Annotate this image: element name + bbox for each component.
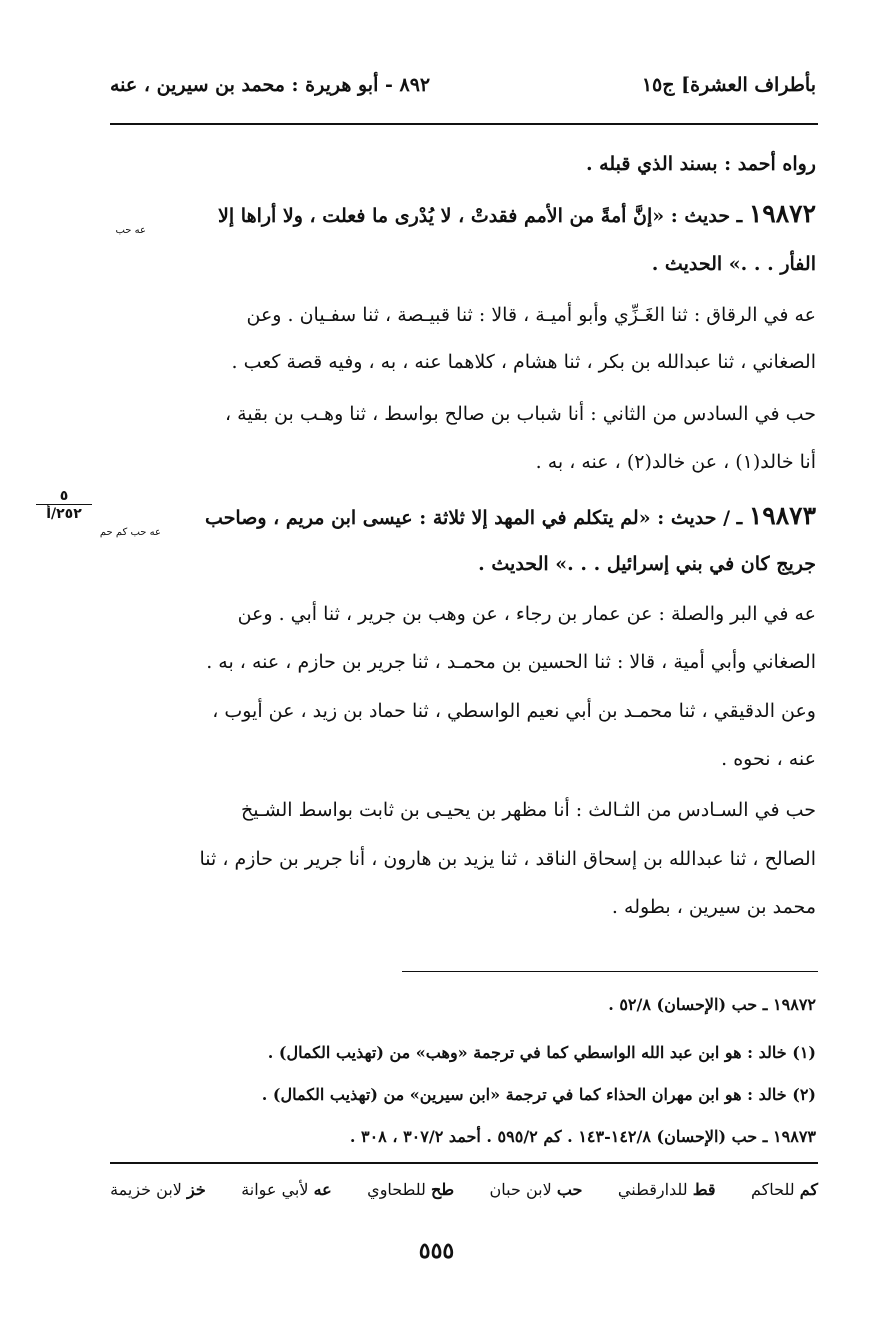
margin-folio-bottom: ٢٥٢/أ: [36, 504, 92, 522]
text-line: جريج كان في بني إسرائيل . . .» الحديث .: [478, 553, 816, 575]
footer-rule: [110, 1162, 818, 1164]
hadith-heading: [108, 500, 816, 534]
text-line: الصالح ، ثنا عبدالله بن إسحاق الناقد ، ثنا يزيد بن هارون ، أنا جرير بن حازم ، ثنا: [199, 848, 816, 870]
text-line: عه في الرقاق : ثنا الغَـزِّي وأبو أميـة ، قالا : ثنا قبيـصة ، ثنا سفـيان . وعن: [246, 304, 816, 326]
text-line: وعن الدقيقي ، ثنا محمـد بن أبي نعيم الواسطي ، ثنا حماد بن زيد ، عن أيوب ،: [212, 700, 816, 722]
hadith-number: ١٩٨٧٣: [748, 501, 816, 530]
abbreviation-item: حب لابن حبان: [489, 1180, 583, 1199]
footnote: ١٩٨٧٢ ـ حب (الإحسان) ٥٢/٨ .: [608, 995, 816, 1014]
footnote: (٢) خالد : هو ابن مهران الحذاء كما في ترجمة «ابن سيرين» من (تهذيب الكمال) .: [261, 1085, 816, 1104]
hadith-sigla: عه حب كم حم: [99, 527, 161, 538]
running-head-left: ٨٩٢ - أبو هريرة : محمد بن سيرين ، عنه: [110, 74, 431, 96]
header-rule: [110, 123, 818, 125]
hadith-heading: [108, 198, 816, 232]
abbreviation-item: طح للطحاوي: [367, 1180, 455, 1199]
abbreviation-key: [110, 1180, 818, 1199]
text-line: أنا خالد(١) ، عن خالد(٢) ، عنه ، به .: [535, 451, 816, 473]
footnote: ١٩٨٧٣ ـ حب (الإحسان) ١٤٢/٨-١٤٣ . كم ٥٩٥/٢ . أحمد ٣٠٧/٢ ، ٣٠٨ .: [349, 1127, 816, 1146]
hadith-text: ـ / حديث : «لم يتكلم في المهد إلا ثلاثة : عيسى ابن مريم ، وصاحب: [205, 507, 749, 529]
footnote: (١) خالد : هو ابن عبد الله الواسطي كما في ترجمة «وهب» من (تهذيب الكمال) .: [267, 1043, 816, 1062]
text-line: رواه أحمد : بسند الذي قبله .: [585, 153, 816, 175]
abbreviation-item: عه لأبي عوانة: [241, 1180, 332, 1199]
hadith-text: ـ حديث : «إنَّ أمةً من الأمم فقدتْ ، لا يُدْرى ما فعلت ، ولا أراها إلا: [218, 205, 749, 227]
margin-folio-top: ٥: [59, 488, 69, 504]
margin-folio: [36, 488, 92, 522]
text-line: الفأر . . .» الحديث .: [651, 253, 816, 275]
hadith-sigla: عه حب: [115, 225, 146, 236]
text-line: حب في السادس من الثاني : أنا شباب بن صالح بواسط ، ثنا وهـب بن بقية ،: [225, 403, 816, 425]
text-line: عه في البر والصلة : عن عمار بن رجاء ، عن وهب بن جرير ، ثنا أبي . وعن: [237, 603, 816, 625]
hadith-number: ١٩٨٧٢: [748, 199, 816, 228]
text-line: الصغاني ، ثنا عبدالله بن بكر ، ثنا هشام ، كلاهما عنه ، به ، وفيه قصة كعب .: [231, 351, 816, 373]
text-line: حب في السـادس من الثـالث : أنا مظهر بن يحيـى بن ثابت بواسط الشـيخ: [240, 799, 816, 821]
abbreviation-item: كم للحاكم: [751, 1180, 818, 1199]
running-head-right: بأطراف العشرة] ج١٥: [641, 74, 816, 96]
text-line: عنه ، نحوه .: [721, 748, 816, 770]
abbreviation-item: خز لابن خزيمة: [110, 1180, 206, 1199]
abbreviation-item: قط للدارقطني: [617, 1180, 716, 1199]
footnote-rule: [402, 971, 818, 972]
page-number: ٥٥٥: [418, 1238, 455, 1264]
text-line: الصغاني وأبي أمية ، قالا : ثنا الحسين بن محمـد ، ثنا جرير بن حازم ، عنه ، به .: [206, 651, 816, 673]
text-line: محمد بن سيرين ، بطوله .: [611, 896, 816, 918]
